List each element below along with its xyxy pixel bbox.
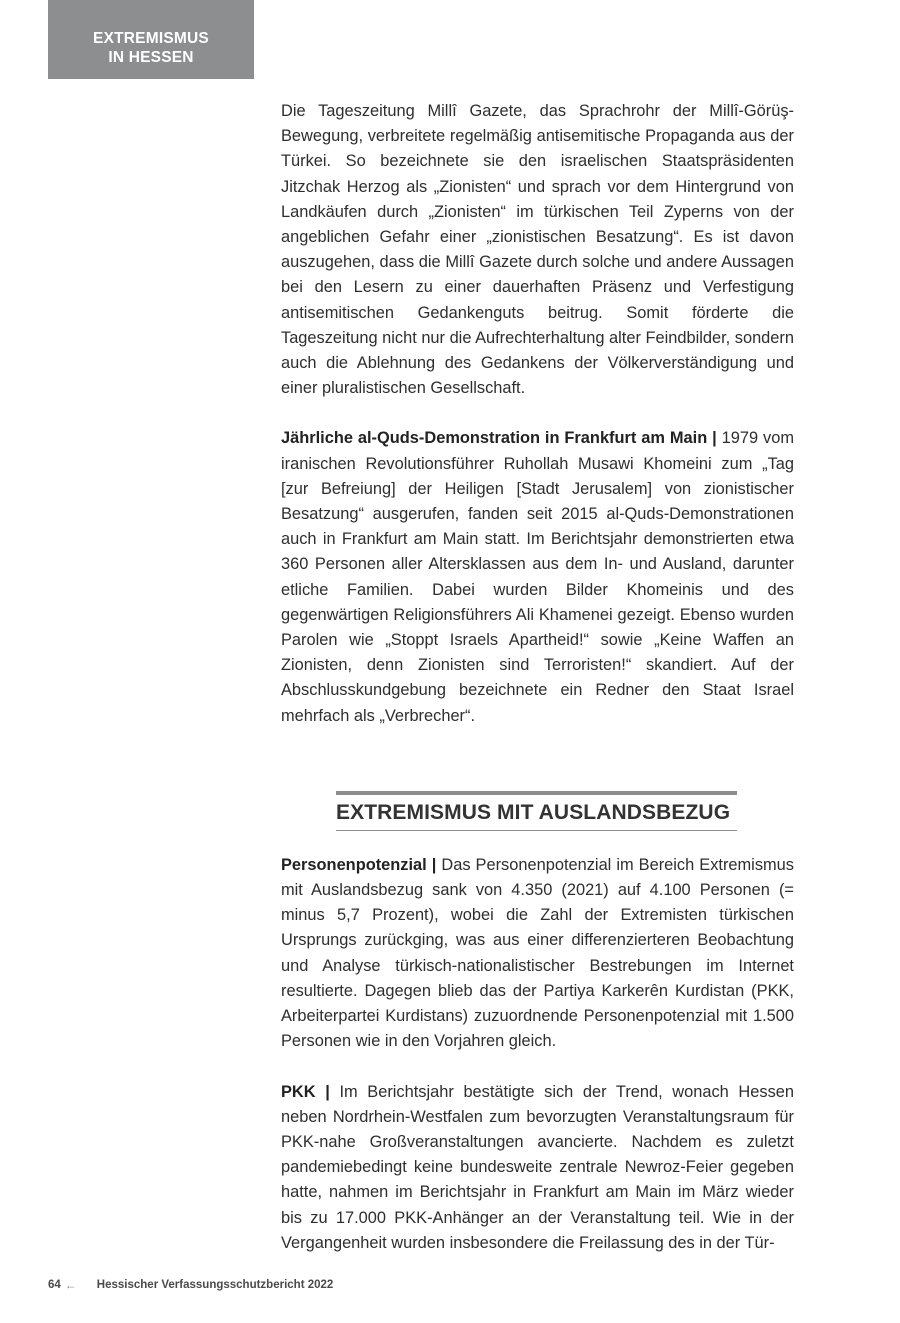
paragraph-heading-al-quds: Jährliche al-Quds-Demonstration in Frankfurt am Main | bbox=[281, 429, 717, 448]
section-tab-line2: IN HESSEN bbox=[108, 49, 194, 66]
paragraph-heading-personenpotenzial: Personenpotenzial | bbox=[281, 855, 437, 874]
paragraph-al-quds bbox=[281, 426, 794, 728]
page-number: 64 bbox=[48, 1279, 61, 1291]
paragraph-pkk bbox=[281, 1080, 794, 1256]
page-footer bbox=[48, 1278, 333, 1292]
paragraph-milli-gazete: Die Tageszeitung Millî Gazete, das Sprachrohr der Millî-Görüş-Bewegung, verbreitete regelmäßig antisemitische Propaganda aus der Türkei. So bezeichnete sie den israelischen Staatspräsidenten Jitzchak Herzog als „Zionisten“ und sprach vor dem Hintergrund von Landkäufen durch „Zionisten“ im türkischen Teil Zyperns von der angeblichen Gefahr einer „zionistischen Besatzung“. Es ist davon auszugehen, dass die Millî Gazete durch solche und andere Aussagen bei den Lesern zu einer dauerhaften Präsenz und Verfestigung antisemitischen Gedankenguts beitrug. Somit förderte die Tageszeitung nicht nur die Aufrechterhaltung alter Feindbilder, sondern auch die Ablehnung des Gedankens der Völkerverständigung und einer pluralistischen Gesellschaft. bbox=[281, 102, 794, 398]
paragraph-text-al-quds: 1979 vom iranischen Revolutionsführer Ruhollah Musawi Khomeini zum „Tag [zur Befreiung] der Heiligen [Stadt Jerusalem] von zionistischer Besatzung“ ausgerufen, fanden seit 2015 al-Quds-Demonstrationen auch in Frankfurt am Main statt. Im Berichtsjahr demonstrierten etwa 360 Personen aller Altersklassen aus dem In- und Ausland, darunter etliche Familien. Dabei wurden Bilder Khomeinis und des gegenwärtigen Religionsführers Ali Khamenei gezeigt. Ebenso wurden Parolen wie „Stoppt Israels Apartheid!“ sowie „Keine Waffen an Zionisten, denn Zionisten sind Terroristen!“ skandiert. Auf der Abschlusskundgebung bezeichnete ein Redner den Staat Israel mehrfach als „Verbrecher“. bbox=[281, 429, 794, 725]
report-title: Hessischer Verfassungsschutzbericht 2022 bbox=[96, 1279, 334, 1291]
paragraph-text-personenpotenzial: Das Personenpotenzial im Bereich Extremismus mit Auslandsbezug sank von 4.350 (2021) auf 4.100 Personen (= minus 5,7 Prozent), wobei die Zahl der Extremisten türkischen Ursprungs zurückging, was aus einer differenzierteren Beobachtung und Analyse türkisch-nationalistischer Bestrebungen im Internet resultierte. Dagegen blieb das der Partiya Karkerên Kurdistan (PKK, Arbeiterpartei Kurdistans) zuzuordnende Personenpotenzial mit 1.500 Personen wie in den Vorjahren gleich. bbox=[281, 855, 794, 1051]
main-content bbox=[281, 99, 794, 1256]
arrow-left-icon[interactable]: ← bbox=[64, 1278, 77, 1292]
section-tab bbox=[48, 0, 254, 79]
section-title: EXTREMISMUS MIT AUSLANDSBEZUG bbox=[336, 791, 737, 831]
section-tab-line1: EXTREMISMUS bbox=[93, 30, 209, 47]
paragraph-heading-pkk: PKK | bbox=[281, 1082, 330, 1101]
paragraph-personenpotenzial bbox=[281, 853, 794, 1055]
paragraph-text-pkk: Im Berichtsjahr bestätigte sich der Trend, wonach Hessen neben Nordrhein-Westfalen zum bevorzugten Veranstaltungsraum für PKK-nahe Großveranstaltungen avancierte. Nachdem es zuletzt pandemiebedingt keine bundesweite zentrale Newroz-Feier gegeben hatte, nahmen im Berichtsjahr in Frankfurt am Main im März wieder bis zu 17.000 PKK-Anhänger an der Veranstaltung teil. Wie in der Vergangenheit wurden insbesondere die Freilassung des in der Tür- bbox=[281, 1082, 794, 1252]
